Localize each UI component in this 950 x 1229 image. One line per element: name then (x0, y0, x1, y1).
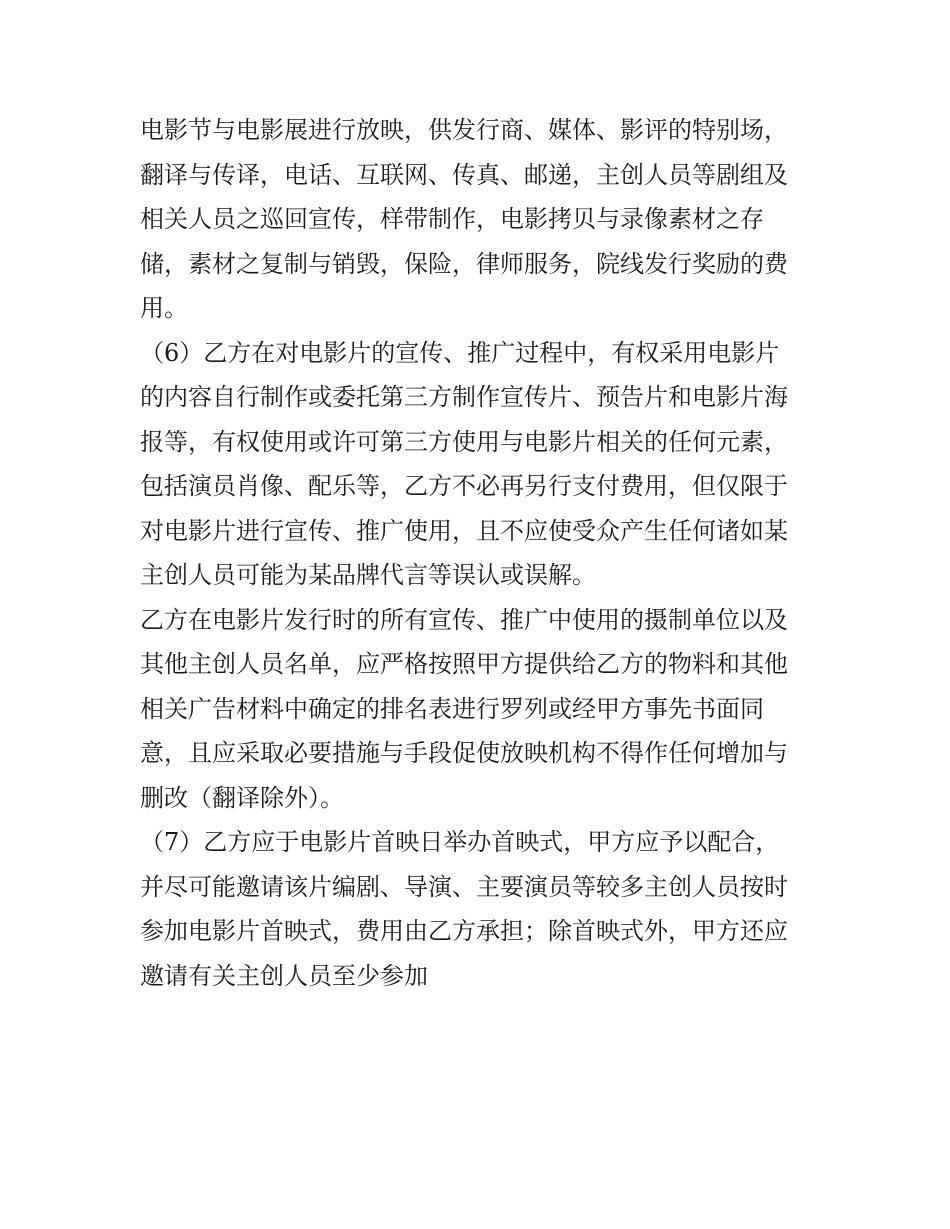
text-line: 其他主创人员名单，应严格按照甲方提供给乙方的物料和其他 (140, 650, 788, 678)
text-line: 储，素材之复制与销毁，保险，律师服务，院线发行奖励的费 (140, 249, 788, 278)
text-line: 邀请有关主创人员至少参加 (140, 961, 428, 990)
clause-6-line: （6）乙方在对电影片的宣传、推广过程中，有权采用电影片 (140, 338, 780, 367)
text-line: 乙方在电影片发行时的所有宣传、推广中使用的摄制单位以及 (140, 605, 788, 634)
text-line: 电影节与电影展进行放映，供发行商、媒体、影评的特别场， (140, 116, 788, 144)
text-line: 主创人员可能为某品牌代言等误认或误解。 (140, 561, 596, 589)
text-line: 包括演员肖像、配乐等，乙方不必再另行支付费用，但仅限于 (140, 472, 788, 500)
text-line: 报等，有权使用或许可第三方使用与电影片相关的任何元素， (140, 427, 788, 456)
text-line: 翻译与传译，电话、互联网、传真、邮递，主创人员等剧组及 (140, 160, 788, 189)
text-line: 相关人员之巡回宣传，样带制作，电影拷贝与录像素材之存 (140, 205, 764, 233)
document-body (140, 108, 830, 998)
text-line: 参加电影片首映式，费用由乙方承担；除首映式外，甲方还应 (140, 917, 788, 945)
text-line: 相关广告材料中确定的排名表进行罗列或经甲方事先书面同 (140, 694, 764, 723)
text-line: 的内容自行制作或委托第三方制作宣传片、预告片和电影片海 (140, 383, 788, 411)
text-line: 对电影片进行宣传、推广使用，且不应使受众产生任何诸如某 (140, 516, 788, 545)
clause-7-line: （7）乙方应于电影片首映日举办首映式，甲方应予以配合， (140, 828, 780, 856)
text-line: 意，且应采取必要措施与手段促使放映机构不得作任何增加与 (140, 739, 788, 767)
text-line: 用。 (140, 294, 188, 322)
text-line: 并尽可能邀请该片编剧、导演、主要演员等较多主创人员按时 (140, 872, 788, 901)
text-line: 删改（翻译除外）。 (140, 783, 344, 812)
